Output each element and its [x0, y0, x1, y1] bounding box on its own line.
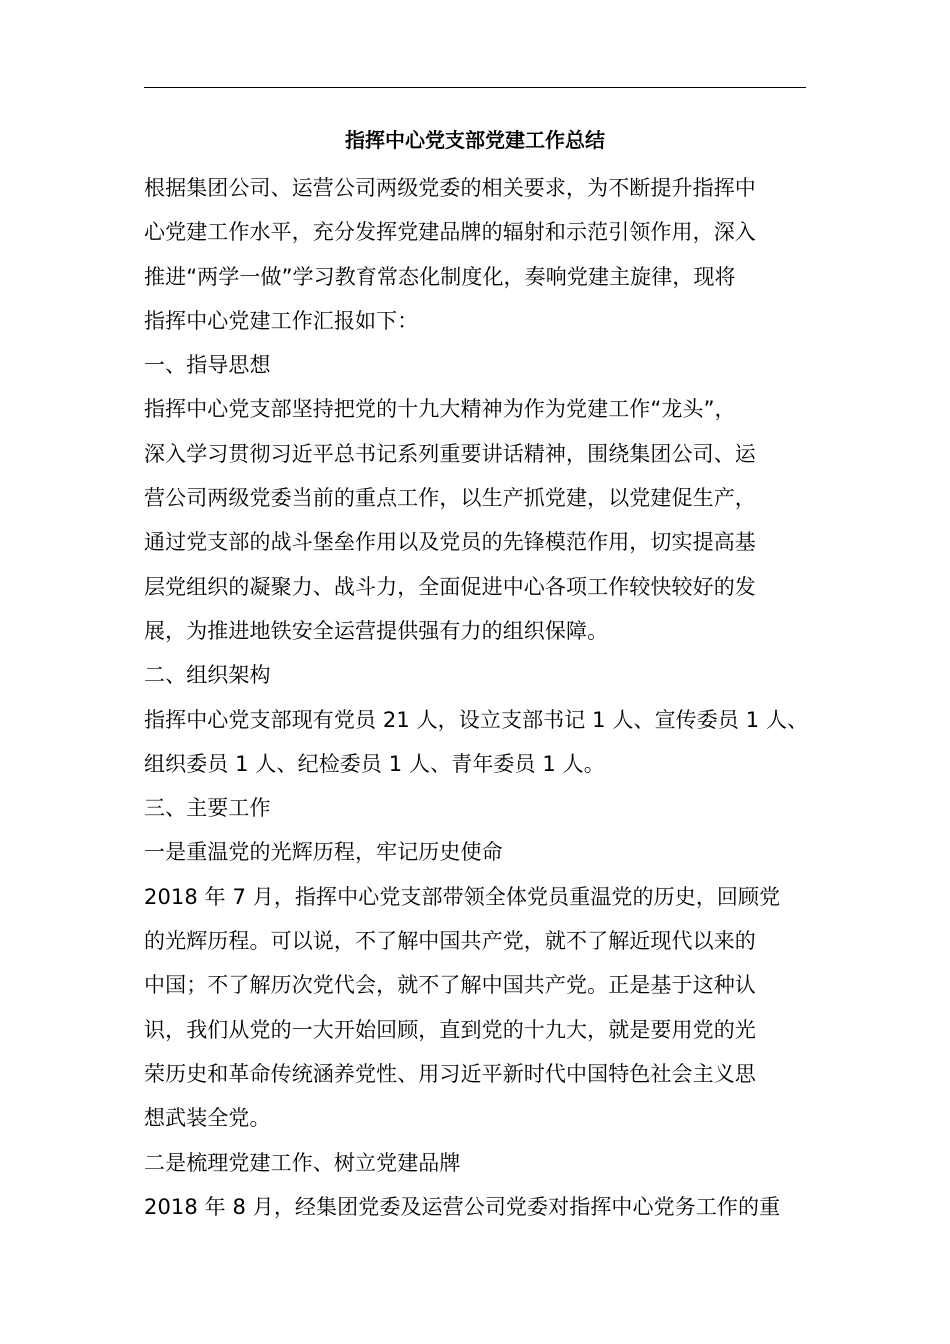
text-line: 心党建工作水平，充分发挥党建品牌的辐射和示范引领作用，深入 [144, 220, 756, 245]
text-line: 荣历史和革命传统涵养党性、用习近平新时代中国特色社会主义思 [144, 1061, 756, 1086]
text-line: 指挥中心党支部现有党员 21 人，设立支部书记 1 人、宣传委员 1 人、 [144, 707, 809, 732]
text-line: 想武装全党。 [144, 1106, 271, 1131]
text-line: 2018 年 7 月，指挥中心党支部带领全体党员重温党的历史，回顾党 [144, 884, 781, 909]
text-line: 推进“两学一做”学习教育常态化制度化，奏响党建主旋律，现将 [144, 264, 736, 289]
section-heading: 三、主要工作 [144, 796, 271, 821]
header-rule [144, 87, 806, 88]
text-line: 层党组织的凝聚力、战斗力，全面促进中心各项工作较快较好的发 [144, 574, 756, 599]
text-line: 识，我们从党的一大开始回顾，直到党的十九大，就是要用党的光 [144, 1017, 756, 1042]
text-line: 中国；不了解历次党代会，就不了解中国共产党。正是基于这种认 [144, 973, 756, 998]
subsection-heading: 二是梳理党建工作、树立党建品牌 [144, 1150, 461, 1175]
subsection-heading: 一是重温党的光辉历程，牢记历史使命 [144, 840, 503, 865]
text-line: 营公司两级党委当前的重点工作，以生产抓党建，以党建促生产， [144, 486, 756, 511]
text-line: 展，为推进地铁安全运营提供强有力的组织保障。 [144, 618, 609, 643]
section-heading: 二、组织架构 [144, 663, 271, 688]
text-line: 指挥中心党支部坚持把党的十九大精神为作为党建工作“龙头”， [144, 397, 736, 422]
text-line: 通过党支部的战斗堡垒作用以及党员的先锋模范作用，切实提高基 [144, 530, 756, 555]
text-line: 的光辉历程。可以说，不了解中国共产党，就不了解近现代以来的 [144, 929, 756, 954]
section-heading: 一、指导思想 [144, 353, 271, 378]
document-body [144, 166, 816, 1229]
text-line: 深入学习贯彻习近平总书记系列重要讲话精神，围绕集团公司、运 [144, 441, 756, 466]
text-line: 2018 年 8 月，经集团党委及运营公司党委对指挥中心党务工作的重 [144, 1194, 781, 1219]
text-line: 根据集团公司、运营公司两级党委的相关要求，为不断提升指挥中 [144, 176, 756, 200]
text-line: 组织委员 1 人、纪检委员 1 人、青年委员 1 人。 [144, 751, 605, 776]
document-title: 指挥中心党支部党建工作总结 [345, 128, 605, 152]
text-line: 指挥中心党建工作汇报如下： [144, 308, 419, 333]
